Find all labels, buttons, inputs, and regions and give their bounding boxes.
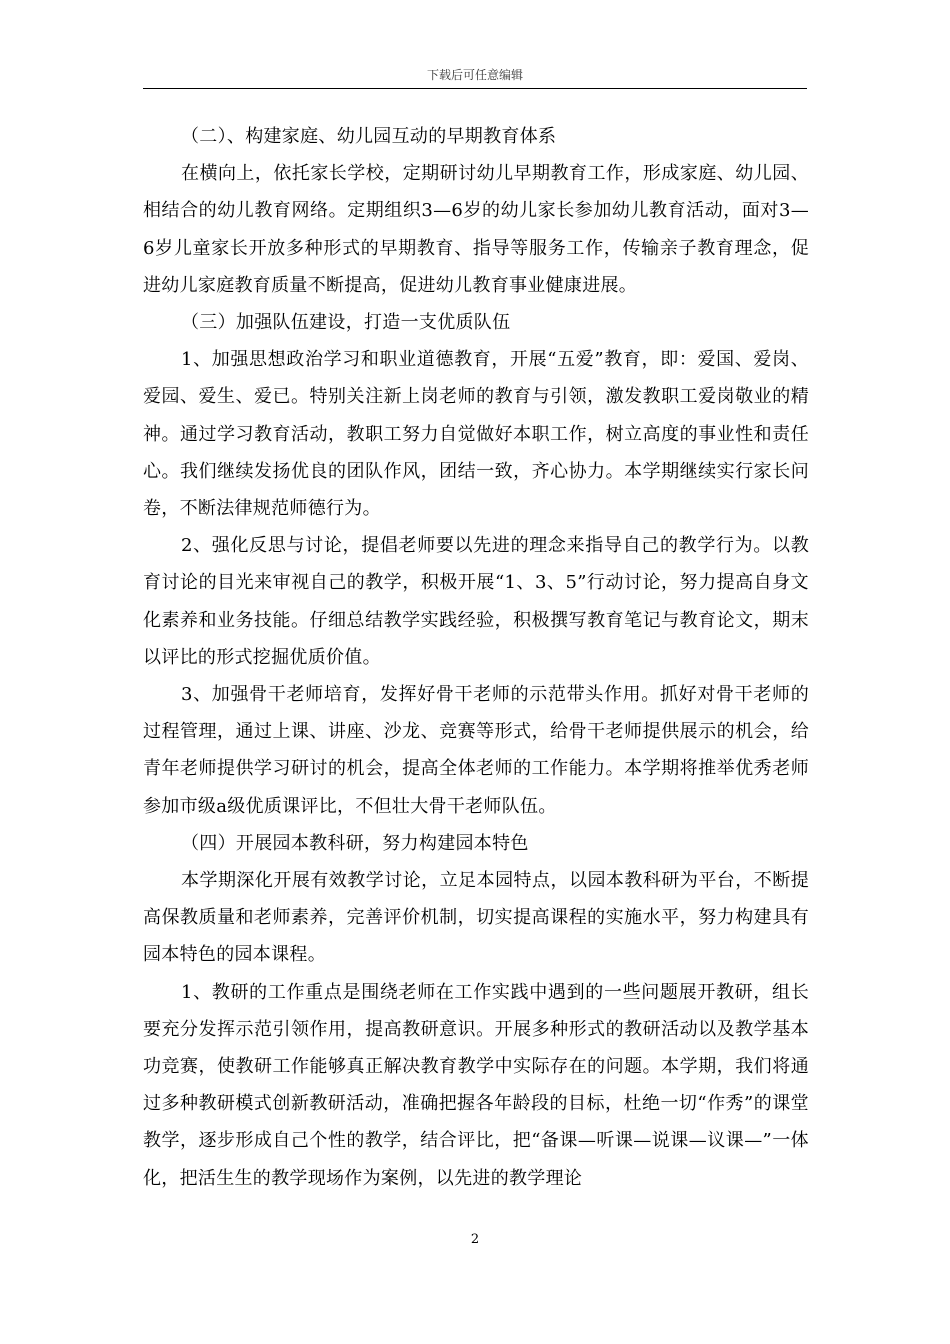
- section-heading-home-kindergarten: （二）、构建家庭、幼儿园互动的早期教育体系: [181, 126, 557, 147]
- document-body: [143, 118, 809, 1197]
- paragraph-ethics-education: 1、加强思想政治学习和职业道德教育，开展“五爱”教育，即：爱国、爱岗、爱园、爱生、爱已。特别关注新上岗老师的教育与引领，激发教职工爱岗敬业的精神。通过学习教育活动，教职工努力自觉做好本职工作，树立高度的事业性和责任心。我们继续发扬优良的团队作风，团结一致，齐心协力。本学期继续实行家长问卷，不断法律规范师德行为。: [143, 349, 809, 520]
- header-divider: [143, 88, 807, 89]
- paragraph-key-teachers: 3、加强骨干老师培育，发挥好骨干老师的示范带头作用。抓好对骨干老师的过程管理，通过上课、讲座、沙龙、竞赛等形式，给骨干老师提供展示的机会，给青年老师提供学习研讨的机会，提高全体老师的工作能力。本学期将推举优秀老师参加市级a级优质课评比，不但壮大骨干老师队伍。: [143, 684, 809, 817]
- section-heading-school-research: （四）开展园本教科研，努力构建园本特色: [181, 832, 529, 854]
- paragraph-teaching-research-focus: 1、教研的工作重点是围绕老师在工作实践中遇到的一些问题展开教研，组长要充分发挥示范引领作用，提高教研意识。开展多种形式的教研活动以及教学基本功竞赛，使教研工作能够真正解决教育教学中实际存在的问题。本学期，我们将通过多种教研模式创新教研活动，准确把握各年龄段的目标，杜绝一切“作秀”的课堂教学，逐步形成自己个性的教学，结合评比，把“备课—听课—说课—议课—”一体化，把活生生的教学现场作为案例，以先进的教学理论: [143, 981, 809, 1189]
- paragraph-home-kindergarten-network: 在横向上，依托家长学校，定期研讨幼儿早期教育工作，形成家庭、幼儿园、相结合的幼儿教育网络。定期组织3—6岁的幼儿家长参加幼儿教育活动，面对3—6岁儿童家长开放多种形式的早期教育、指导等服务工作，传输亲子教育理念，促进幼儿家庭教育质量不断提高，促进幼儿教育事业健康进展。: [143, 163, 809, 296]
- page-header: 下载后可任意编辑: [426, 68, 523, 82]
- page-number: 2: [470, 1232, 480, 1247]
- section-heading-team-building: （三）加强队伍建设，打造一支优质队伍: [181, 312, 511, 334]
- paragraph-reflection-discussion: 2、强化反思与讨论，提倡老师要以先进的理念来指导自己的教学行为。以教育讨论的目光来审视自己的教学，积极开展“1、3、5”行动讨论，努力提高自身文化素养和业务技能。仔细总结教学实践经验，积极撰写教育笔记与教育论文，期末以评比的形式挖掘优质价值。: [143, 535, 809, 668]
- paragraph-effective-teaching: 本学期深化开展有效教学讨论，立足本园特点，以园本教科研为平台，不断提高保教质量和老师素养，完善评价机制，切实提高课程的实施水平，努力构建具有园本特色的园本课程。: [143, 870, 809, 966]
